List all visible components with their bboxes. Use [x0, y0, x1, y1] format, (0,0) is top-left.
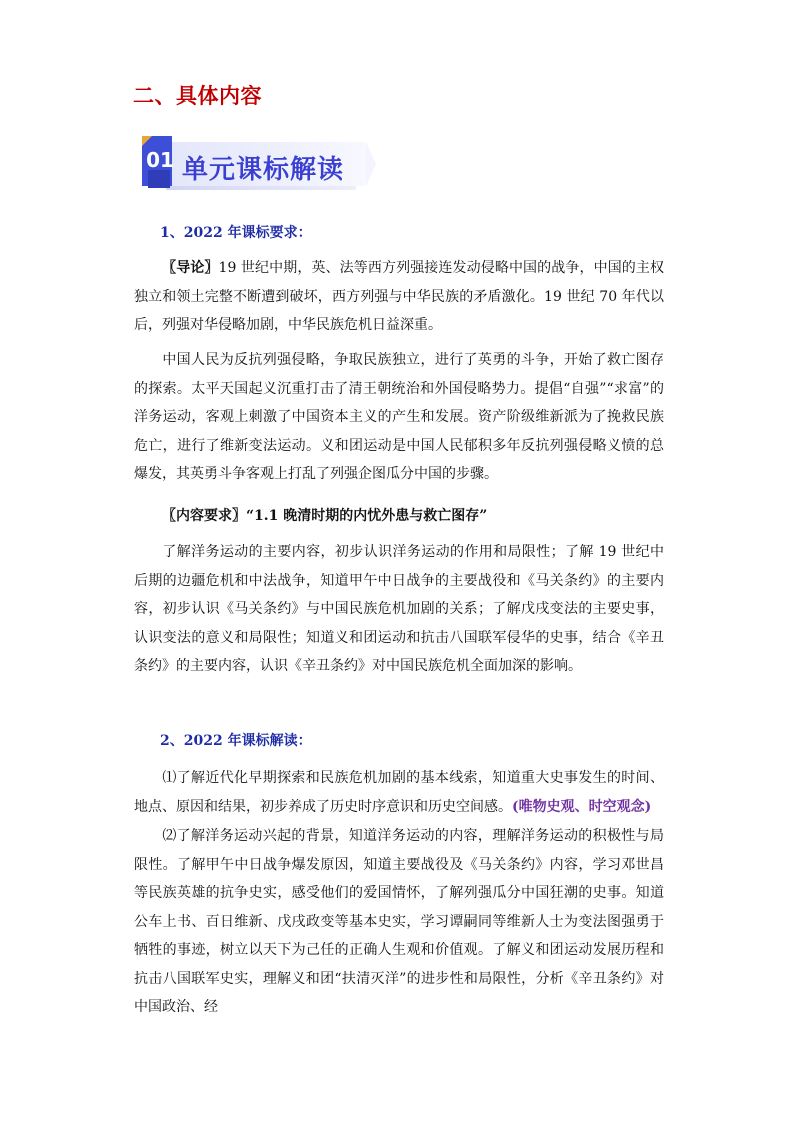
- content-requirement-line: [134, 502, 664, 531]
- content-label: 〖内容要求〗: [162, 508, 246, 524]
- section-heading: 二、具体内容: [133, 84, 262, 108]
- banner-title: 单元课标解读: [182, 155, 345, 185]
- banner-corner-decoration: [142, 136, 152, 146]
- content-title: “1.1 晚清时期的内忧外患与救亡图存”: [246, 508, 488, 524]
- interpretation-heading: 2、2022 年课标解读：: [160, 733, 312, 749]
- interpretation-item-2: [134, 822, 664, 1022]
- intro-paragraph: [134, 254, 664, 340]
- struggle-paragraph: [134, 346, 664, 489]
- banner-number: 01: [146, 148, 174, 172]
- item1-text: ⑴了解近代化早期探索和民族危机加剧的基本线索，知道重大史事发生的时间、地点、原因和结果，初步养成了历史时序意识和历史空间感。: [134, 770, 664, 815]
- content-requirement-text: 了解洋务运动的主要内容，初步认识洋务运动的作用和局限性；了解 19 世纪中后期的边疆危机和中法战争，知道甲午中日战争的主要战役和《马关条约》的主要内容，初步认识《马关条约》与中国民族危机加剧的关系；了解戊戌变法的主要史事，认识变法的意义和局限性；知道义和团运动和抗击八国联军侵华的史事，结合《辛丑条约》的主要内容，认识《辛丑条约》对中国民族危机全面加深的影响。: [134, 544, 664, 674]
- banner-arrow-decoration: [366, 142, 376, 186]
- unit-banner: [142, 136, 378, 192]
- item2-text: ⑵了解洋务运动兴起的背景，知道洋务运动的内容，理解洋务运动的积极性与局限性。了解甲午中日战争爆发原因，知道主要战役及《马关条约》内容，学习邓世昌等民族英雄的抗争史实，感受他们的爱国情怀，了解列强瓜分中国狂潮的史事。知道公车上书、百日维新、戊戌政变等基本史实，学习谭嗣同等维新人士为变法图强勇于牺牲的事迹，树立以天下为己任的正确人生观和价值观。了解义和团运动发展历程和抗击八国联军史实，理解义和团“扶清灭洋”的进步性和局限性，分析《辛丑条约》对中国政治、经: [134, 828, 664, 1015]
- interpretation-item-1: [134, 764, 664, 821]
- item1-tag: (唯物史观、时空观念): [512, 798, 652, 815]
- requirements-heading: 1、2022 年课标要求：: [160, 225, 312, 241]
- intro-text: 19 世纪中期，英、法等西方列强接连发动侵略中国的战争，中国的主权独立和领土完整不断遭到破坏，西方列强与中华民族的矛盾激化。19 世纪 70 年代以后，列强对华侵略加剧，中华民族危机日益深重。: [134, 260, 665, 333]
- intro-label: 〖导论〗: [162, 260, 219, 276]
- struggle-text: 中国人民为反抗列强侵略，争取民族独立，进行了英勇的斗争，开始了救亡图存的探索。太平天国起义沉重打击了清王朝统治和外国侵略势力。提倡“自强”“求富”的洋务运动，客观上刺激了中国资本主义的产生和发展。资产阶级维新派为了挽救民族危亡，进行了维新变法运动。义和团运动是中国人民郁积多年反抗列强侵略义愤的总爆发，其英勇斗争客观上打乱了列强企图瓜分中国的步骤。: [134, 352, 664, 482]
- banner-number-shadow: [148, 170, 170, 188]
- content-requirement-paragraph: [134, 538, 664, 681]
